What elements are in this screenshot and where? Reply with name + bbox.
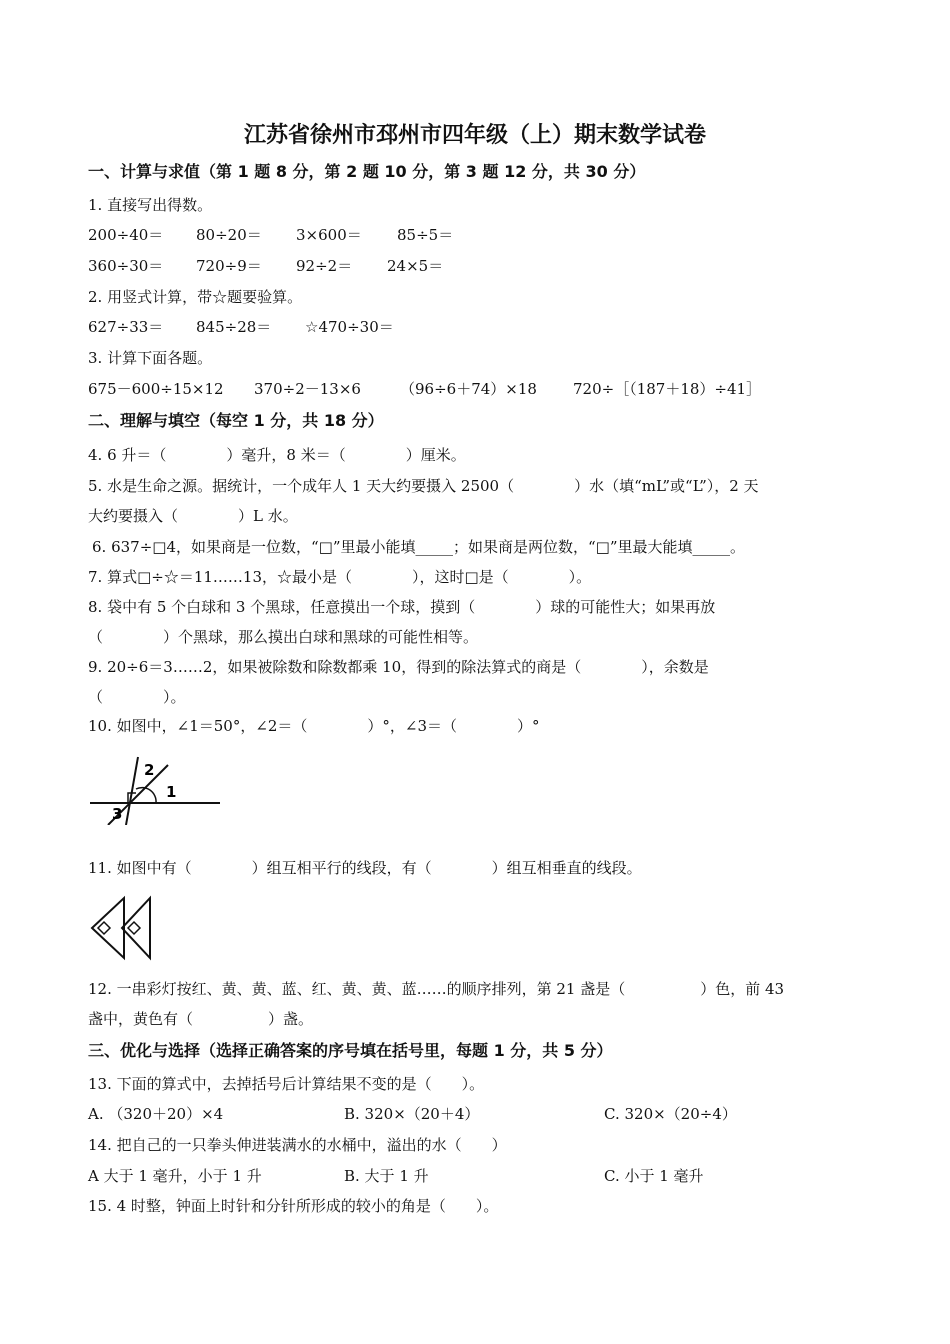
square-left: [98, 922, 110, 934]
question-8: 8. 袋中有 5 个白球和 3 个黑球，任意摸出一个球，摸到（ ）球的可能性大；如果再放: [88, 598, 716, 616]
section-2-heading: 二、理解与填空（每空 1 分，共 18 分）: [88, 411, 384, 430]
q1-item: 200÷40＝: [88, 226, 164, 244]
q3-item: 370÷2－13×6: [254, 380, 361, 398]
question-13: 13. 下面的算式中，去掉括号后计算结果不变的是（ ）。: [88, 1075, 485, 1093]
question-5: 5. 水是生命之源。据统计，一个成年人 1 天大约要摄入 2500（ ）水（填“mL”或“L”），2 天: [88, 477, 759, 495]
question-15: 15. 4 时整，钟面上时针和分针所形成的较小的角是（ ）。: [88, 1197, 499, 1215]
triangle-figure: [88, 894, 160, 964]
question-10: 10. 如图中，∠1＝50°，∠2＝（ ）°，∠3＝（ ）°: [88, 717, 540, 735]
q1-item: 3×600＝: [296, 226, 362, 244]
q2-item: 627÷33＝: [88, 318, 164, 336]
q13-option-b: B. 320×（20＋4）: [344, 1105, 480, 1123]
q1-item: 720÷9＝: [196, 257, 262, 275]
angle-label-3: 3: [112, 805, 123, 823]
question-12: 12. 一串彩灯按红、黄、黄、蓝、红、黄、黄、蓝……的顺序排列，第 21 盏是（ ）色，前 43: [88, 980, 785, 998]
q3-item: 720÷［（187＋18）÷41］: [573, 380, 762, 398]
question-9: 9. 20÷6＝3……2，如果被除数和除数都乘 10，得到的除法算式的商是（ ），余数是: [88, 658, 709, 676]
q1-item: 92÷2＝: [296, 257, 353, 275]
angle-figure: [88, 755, 223, 825]
q2-item: 845÷28＝: [196, 318, 272, 336]
angle-label-2: 2: [144, 761, 155, 779]
question-9-cont: （ ）。: [88, 688, 186, 706]
q14-option-b: B. 大于 1 升: [344, 1167, 429, 1185]
q2-item: ☆470÷30＝: [305, 318, 394, 336]
q1-item: 85÷5＝: [397, 226, 454, 244]
page-title: 江苏省徐州市邳州市四年级（上）期末数学试卷: [243, 123, 706, 148]
q13-option-a: A. （320＋20）×4: [88, 1105, 224, 1123]
square-right: [128, 922, 140, 934]
question-12-cont: 盏中，黄色有（ ）盏。: [88, 1010, 314, 1028]
question-7: 7. 算式□÷☆＝11……13，☆最小是（ ），这时□是（ ）。: [88, 568, 592, 586]
slanted-line: [126, 757, 138, 825]
question-5-cont: 大约要摄入（ ）L 水。: [88, 507, 298, 525]
question-11: 11. 如图中有（ ）组互相平行的线段，有（ ）组互相垂直的线段。: [88, 859, 642, 877]
angle-label-1: 1: [166, 783, 177, 801]
q3-item: （96÷6＋74）×18: [400, 380, 537, 398]
question-3: 3. 计算下面各题。: [88, 349, 213, 367]
question-14: 14. 把自己的一只拳头伸进装满水的水桶中，溢出的水（ ）: [88, 1136, 507, 1154]
question-1: 1. 直接写出得数。: [88, 196, 213, 214]
question-4: 4. 6 升＝（ ）毫升，8 米＝（ ）厘米。: [88, 446, 466, 464]
q3-item: 675－600÷15×12: [88, 380, 224, 398]
question-6: 6. 637÷□4，如果商是一位数，“□”里最小能填_____；如果商是两位数，“□”里最大能填_____。: [92, 538, 746, 556]
q1-item: 80÷20＝: [196, 226, 262, 244]
triangle-left: [92, 898, 124, 958]
q13-option-c: C. 320×（20÷4）: [604, 1105, 737, 1123]
question-2: 2. 用竖式计算，带☆题要验算。: [88, 288, 303, 306]
triangle-right: [122, 898, 150, 958]
section-3-heading: 三、优化与选择（选择正确答案的序号填在括号里，每题 1 分，共 5 分）: [88, 1041, 613, 1060]
q14-option-c: C. 小于 1 毫升: [604, 1167, 704, 1185]
section-1-heading: 一、计算与求值（第 1 题 8 分，第 2 题 10 分，第 3 题 12 分，共 30 分）: [88, 162, 646, 181]
q1-item: 360÷30＝: [88, 257, 164, 275]
question-8-cont: （ ）个黑球，那么摸出白球和黑球的可能性相等。: [88, 628, 479, 646]
q14-option-a: A 大于 1 毫升，小于 1 升: [88, 1167, 262, 1185]
q1-item: 24×5＝: [387, 257, 444, 275]
